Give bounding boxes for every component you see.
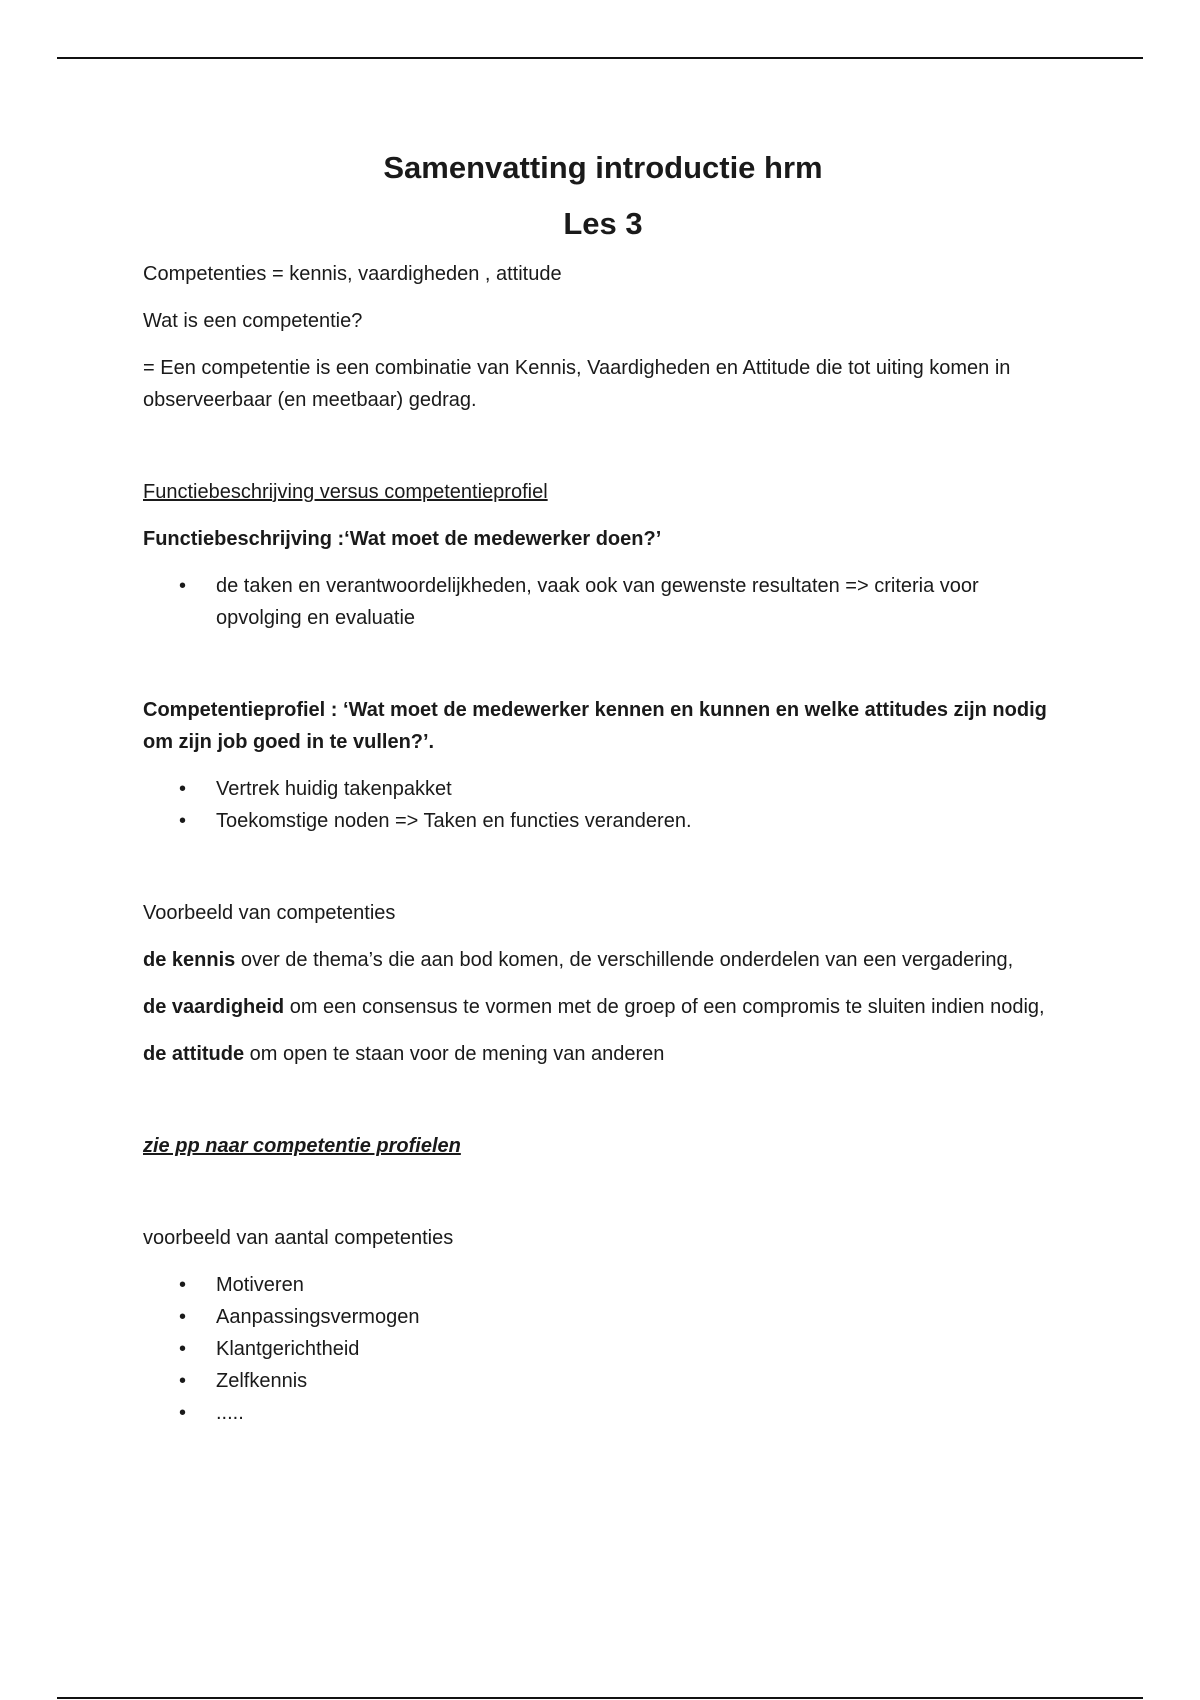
vaardigheid-paragraph [143, 991, 1063, 1023]
competentieprofiel-heading: Competentieprofiel : ‘Wat moet de medewerker kennen en kunnen en welke attitudes zijn nodig om zijn job goed in te vullen?’. [143, 699, 1047, 753]
definition-paragraph: = Een competentie is een combinatie van Kennis, Vaardigheden en Attitude die tot uiting komen in observeerbaar (en meetbaar) gedrag. [143, 357, 1011, 411]
section-heading-functie: Functiebeschrijving versus competentieprofiel [143, 481, 548, 503]
spacer [143, 852, 1063, 897]
voorbeeld-heading: Voorbeeld van competenties [143, 902, 396, 924]
document-title: Samenvatting introductie hrm [383, 150, 823, 185]
spacer [143, 649, 1063, 694]
spacer [143, 1177, 1063, 1222]
attitude-label: de attitude [143, 1043, 245, 1065]
top-rule [57, 57, 1143, 59]
question-line: Wat is een competentie? [143, 310, 363, 332]
vaardigheid-text: om een consensus te vormen met de groep of een compromis te sluiten indien nodig, [284, 996, 1045, 1018]
document-subtitle: Les 3 [563, 206, 643, 241]
aantal-heading: voorbeeld van aantal competenties [143, 1227, 454, 1249]
spacer [143, 431, 1063, 476]
kennis-paragraph [143, 944, 1063, 976]
attitude-text: om open te staan voor de mening van anderen [244, 1043, 665, 1065]
vaardigheid-label: de vaardigheid [143, 996, 285, 1018]
spacer [143, 1085, 1063, 1130]
competenties-line: Competenties = kennis, vaardigheden , attitude [143, 263, 562, 285]
note-line: zie pp naar competentie profielen [143, 1135, 461, 1157]
functie-bullet-list [143, 570, 1063, 634]
attitude-paragraph [143, 1038, 1063, 1070]
list-item: • Zelfkennis [143, 1365, 1063, 1397]
profiel-bullet-list [143, 773, 1063, 837]
list-item: • Vertrek huidig takenpakket [143, 773, 1063, 805]
aantal-bullet-list [143, 1269, 1063, 1429]
list-item: • Toekomstige noden => Taken en functies veranderen. [143, 805, 1063, 837]
list-item: • ..... [143, 1397, 1063, 1429]
list-item: • Klantgerichtheid [143, 1333, 1063, 1365]
list-item: • Motiveren [143, 1269, 1063, 1301]
kennis-label: de kennis [143, 949, 236, 971]
bottom-rule [57, 1697, 1143, 1699]
functiebeschrijving-heading: Functiebeschrijving :‘Wat moet de medewerker doen?’ [143, 528, 662, 550]
kennis-text: over de thema’s die aan bod komen, de verschillende onderdelen van een vergadering, [235, 949, 1014, 971]
list-item: • de taken en verantwoordelijkheden, vaak ook van gewenste resultaten => criteria voor opvolging en evaluatie [143, 570, 1063, 634]
list-item: • Aanpassingsvermogen [143, 1301, 1063, 1333]
document-page [143, 140, 1063, 1444]
